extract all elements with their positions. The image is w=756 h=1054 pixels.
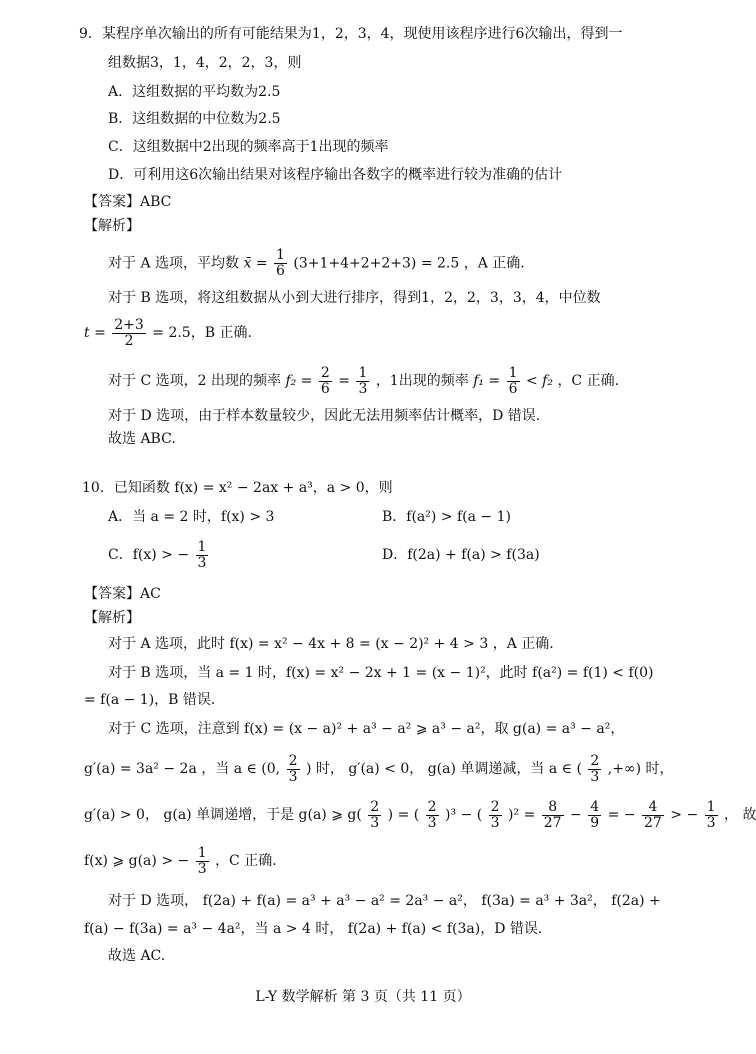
q9-answer: 【答案】ABC bbox=[84, 194, 172, 210]
q9-analysis-heading: 【解析】 bbox=[84, 218, 140, 234]
q10-solution-c-line1: 对于 C 选项，注意到 f(x) = (x − a)² + a³ − a² ⩾ a³ − a²，取 g(a) = a³ − a²， bbox=[108, 721, 625, 737]
q10-solution-c-line3: g′(a) > 0， g(a) 单调递增，于是 g(a) ⩾ g( $\frac{2}{3}$ ) = ( $\frac{2}{3}$ )³ − ( $\frac{2}{3}$ )² = $\frac{8}{27}$ − $\frac{4}{9}$ = − $\frac{4}{27}$ > − $\frac{1}{3}$ ， 故 bbox=[84, 798, 756, 831]
q10-solution-a: 对于 A 选项，此时 f(x) = x² − 4x + 8 = (x − 2)² + 4 > 3 ，A 正确. bbox=[108, 636, 554, 652]
q10-option-a: A．当 a = 2 时，f(x) > 3 bbox=[108, 509, 275, 525]
fraction-1-3: $\frac{1}{3}$ bbox=[358, 364, 368, 397]
q9-solution-a: 对于 A 选项，平均数 x̄ = $\frac{1}{6}$ (3+1+4+2+2+3) = 2.5 ，A 正确. bbox=[108, 247, 525, 279]
q9-option-c: C．这组数据中2出现的频率高于1出现的频率 bbox=[108, 139, 389, 155]
q9-stem-line1: 9．某程序单次输出的所有可能结果为1，2，3，4，现使用该程序进行6次输出，得到一 bbox=[79, 26, 623, 42]
q9-stem-line2: 组数据3，1，4，2，2，3，则 bbox=[108, 55, 302, 71]
fraction-2-6: $\frac{2}{6}$ bbox=[320, 364, 330, 397]
q10-solution-c-line4: f(x) ⩾ g(a) > − $\frac{1}{3}$ ，C 正确. bbox=[84, 844, 277, 877]
fraction-1-3c: $\frac{1}{3}$ bbox=[197, 538, 207, 571]
fraction-2-3a: $\frac{2}{3}$ bbox=[288, 752, 298, 785]
xbar-symbol: x̄ = bbox=[243, 255, 268, 272]
q10-option-d: D．f(2a) + f(a) > f(3a) bbox=[382, 547, 540, 563]
q10-solution-d-line2: f(a) − f(3a) = a³ − 4a²，当 a > 4 时， f(2a) + f(a) < f(3a)，D 错误. bbox=[84, 921, 543, 937]
q10-solution-d-line1: 对于 D 选项， f(2a) + f(a) = a³ + a³ − a² = 2a³ − a²， f(3a) = a³ + 3a²， f(2a) + bbox=[108, 893, 661, 909]
q10-final: 故选 AC. bbox=[108, 948, 166, 964]
q9-solution-c: 对于 C 选项，2 出现的频率 f₂ = $\frac{2}{6}$ = $\frac{1}{3}$ ，1出现的频率 f₁ = $\frac{1}{6}$ < f₂ ，C 正确. bbox=[108, 364, 620, 397]
q10-option-c: C．f(x) > − $\frac{1}{3}$ bbox=[108, 538, 207, 571]
q9-solution-b-line1: 对于 B 选项，将这组数据从小到大进行排序，得到1，2，2，3，3，4，中位数 bbox=[108, 290, 601, 306]
q10-answer: 【答案】AC bbox=[84, 586, 161, 602]
q9-final: 故选 ABC. bbox=[108, 431, 176, 447]
fraction-1-6: $\frac{1}{6}$ bbox=[276, 247, 285, 279]
q10-solution-c-line2: g′(a) = 3a² − 2a ，当 a ∈ (0, $\frac{2}{3}$ ) 时， g′(a) < 0， g(a) 单调递减，当 a ∈ ( $\frac{2}{3}$ ,+∞) 时， bbox=[84, 752, 674, 785]
fraction-median: $\frac{2+3}{2}$ bbox=[114, 316, 144, 349]
q9-solution-d: 对于 D 选项，由于样本数量较少，因此无法用频率估计概率，D 错误. bbox=[108, 408, 541, 424]
fraction-2-3b: $\frac{2}{3}$ bbox=[590, 752, 600, 785]
q10-stem: 10．已知函数 f(x) = x² − 2ax + a³，a > 0，则 bbox=[82, 480, 393, 496]
q9-option-a: A．这组数据的平均数为2.5 bbox=[108, 84, 281, 100]
fraction-1-6b: $\frac{1}{6}$ bbox=[508, 364, 518, 397]
q9-option-b: B．这组数据的中位数为2.5 bbox=[108, 111, 281, 127]
q10-solution-b-line2: = f(a − 1)，B 错误. bbox=[84, 692, 216, 708]
q10-option-b: B．f(a²) > f(a − 1) bbox=[382, 509, 511, 525]
q10-analysis-heading: 【解析】 bbox=[84, 610, 140, 626]
q9-option-d: D．可利用这6次输出结果对该程序输出各数字的概率进行较为准确的估计 bbox=[108, 167, 563, 183]
page-footer: L-Y 数学解析 第 3 页（共 11 页） bbox=[255, 989, 471, 1005]
q10-solution-b-line1: 对于 B 选项，当 a = 1 时，f(x) = x² − 2x + 1 = (x − 1)²，此时 f(a²) = f(1) < f(0) bbox=[108, 665, 654, 681]
q9-solution-b-line2: t = $\frac{2+3}{2}$ = 2.5，B 正确. bbox=[84, 316, 252, 349]
